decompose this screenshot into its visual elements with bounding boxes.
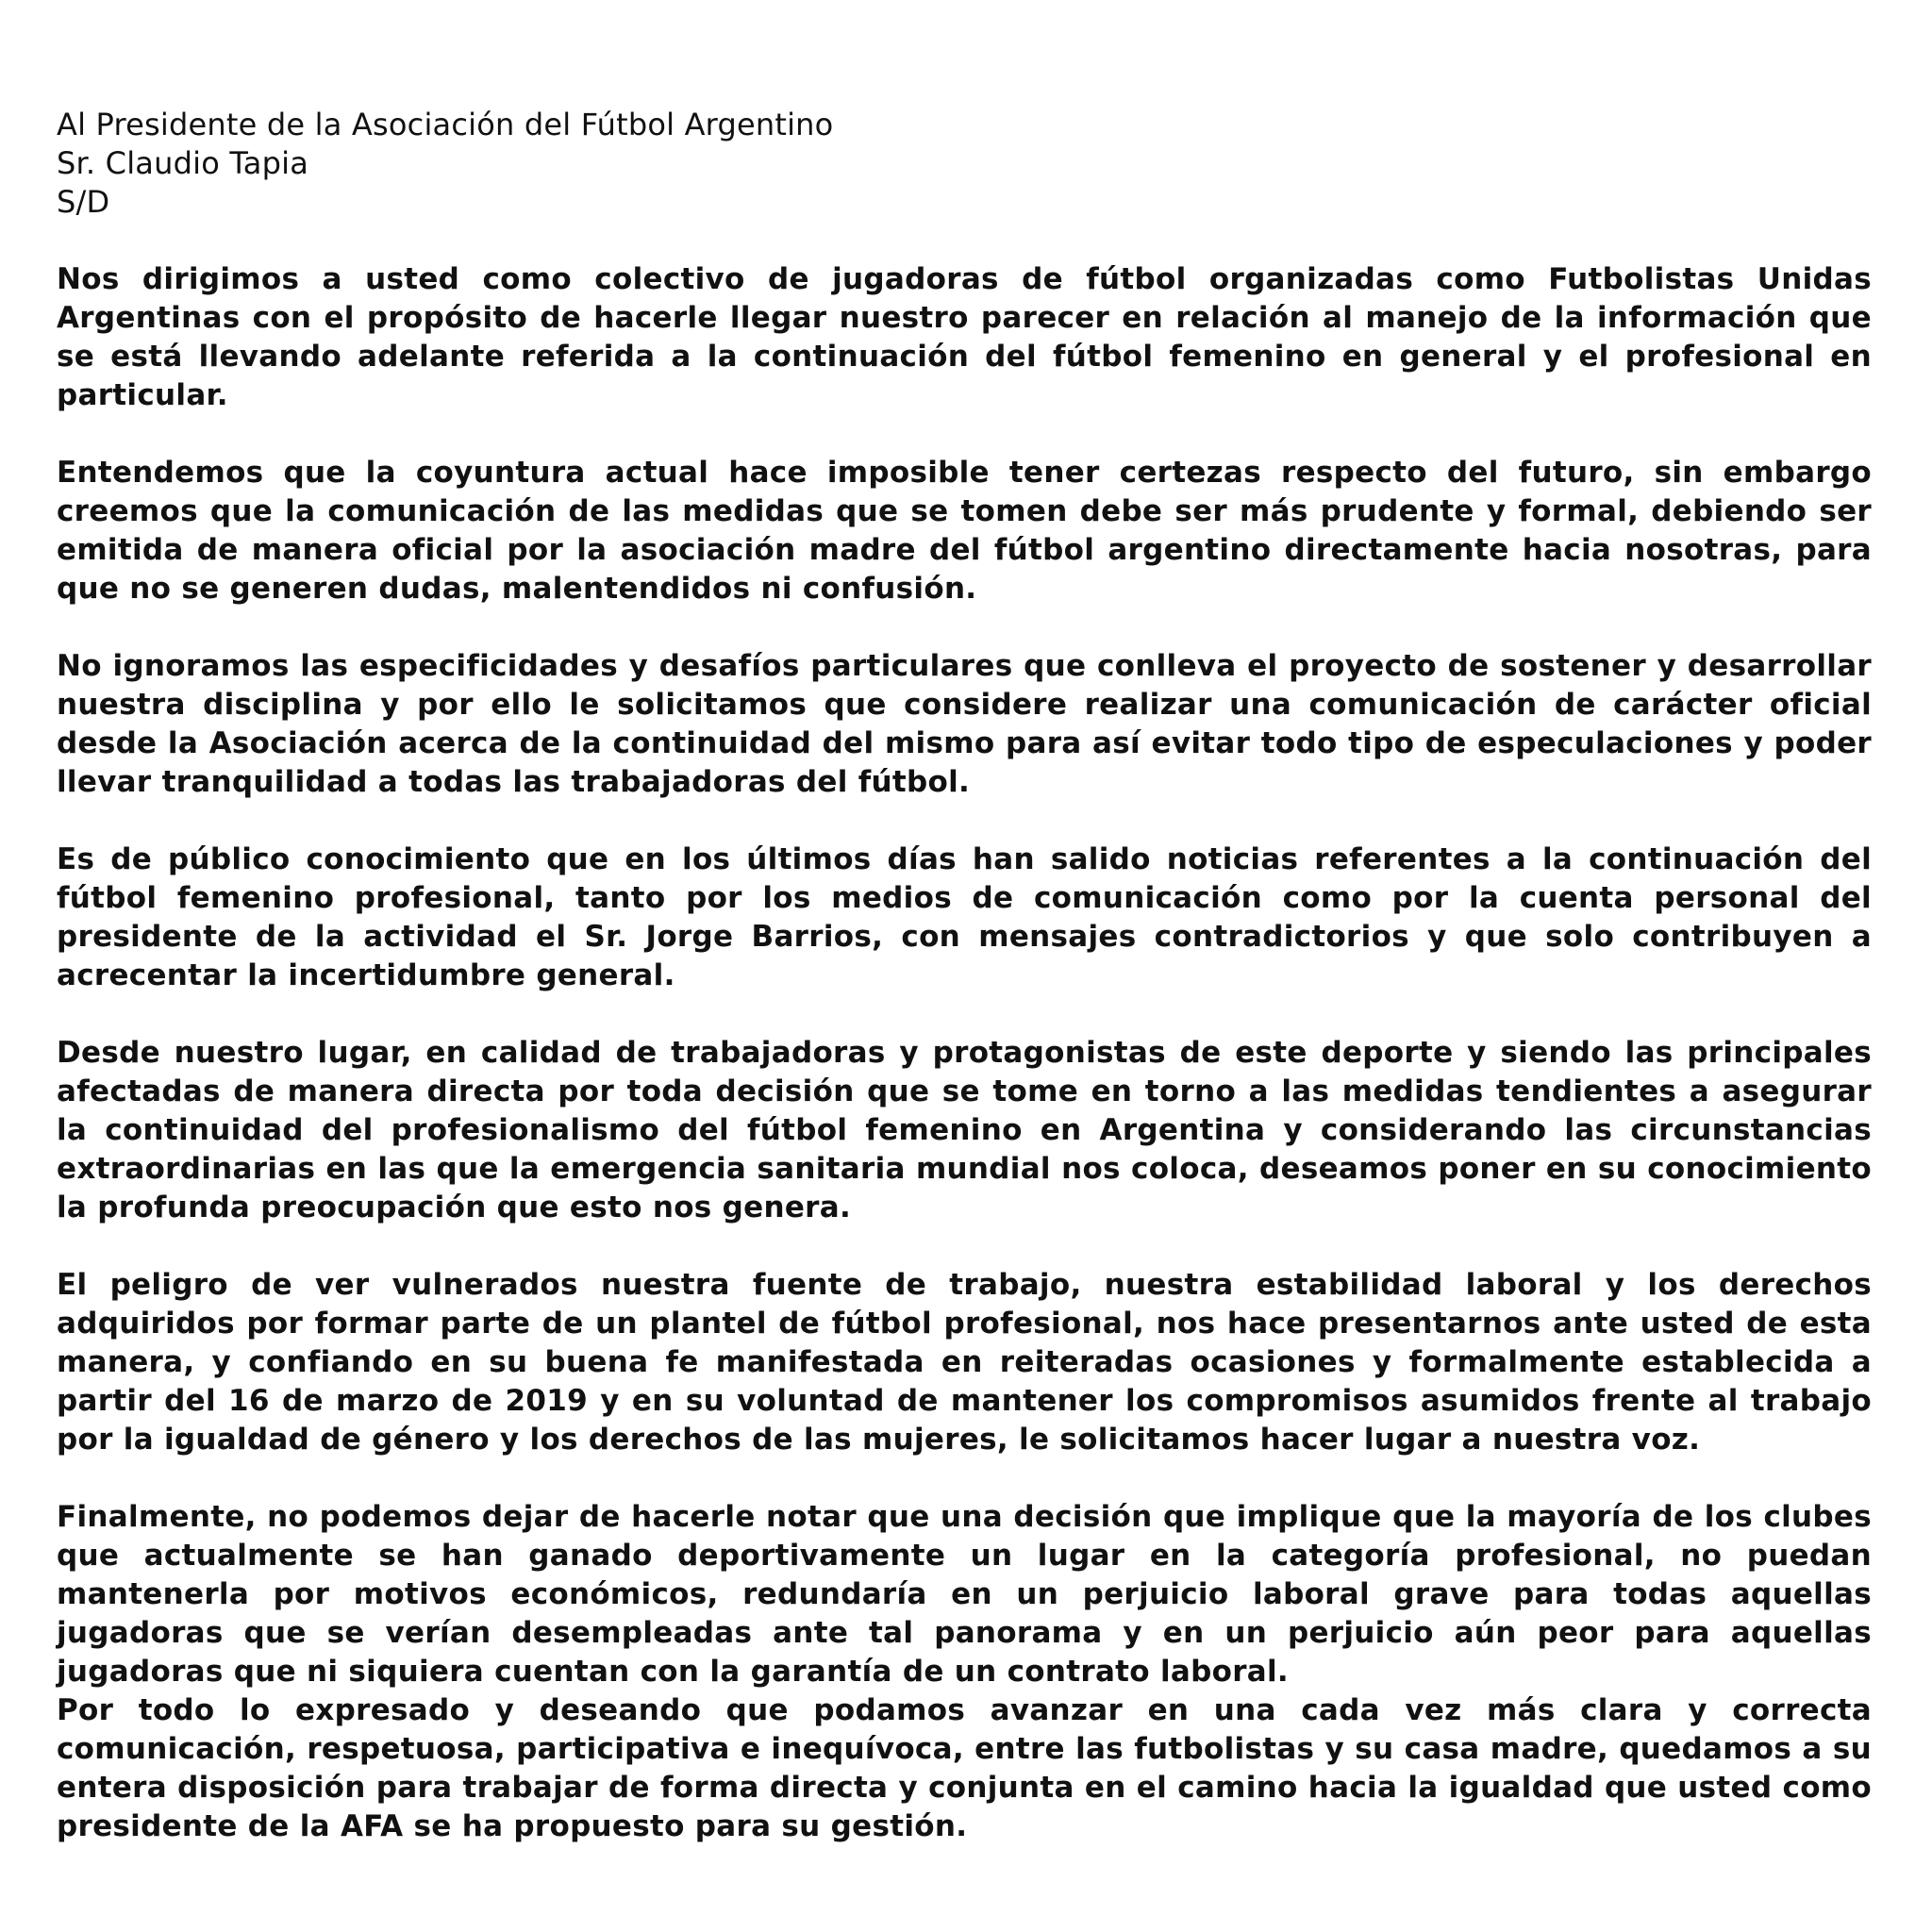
paragraph-3: No ignoramos las especificidades y desafíos particulares que conlleva el proyecto de sostener y desarrollar nuestra disciplina y por ello le solicitamos que considere realizar una comunicación de carácter oficial desde la Asociación acerca de la continuidad del mismo para así evitar todo tipo de especulaciones y poder llevar tranquilidad a todas las trabajadoras del fútbol.: [57, 649, 1872, 799]
paragraph-1: Nos dirigimos a usted como colectivo de jugadoras de fútbol organizadas como Futbolistas Unidas Argentinas con el propósito de hacerle llegar nuestro parecer en relación al manejo de la información que se está llevando adelante referida a la continuación del fútbol femenino en general y el profesional en particular.: [57, 262, 1872, 412]
recipient-line-sd: S/D: [57, 184, 110, 220]
recipient-line-name: Sr. Claudio Tapia: [57, 145, 309, 181]
paragraph-2: Entendemos que la coyuntura actual hace imposible tener certezas respecto del futuro, sin embargo creemos que la comunicación de las medidas que se tomen debe ser más prudente y formal, debiendo ser emitida de manera oficial por la asociación madre del fútbol argentino directamente hacia nosotras, para que no se generen dudas, malentendidos ni confusión.: [57, 456, 1872, 606]
recipient-block: [57, 106, 1872, 222]
paragraph-6: El peligro de ver vulnerados nuestra fuente de trabajo, nuestra estabilidad laboral y los derechos adquiridos por formar parte de un plantel de fútbol profesional, nos hace presentarnos ante usted de esta manera, y confiando en su buena fe manifestada en reiteradas ocasiones y formalmente establecida a partir del 16 de marzo de 2019 y en su voluntad de mantener los compromisos asumidos frente al trabajo por la igualdad de género y los derechos de las mujeres, le solicitamos hacer lugar a nuestra voz.: [57, 1268, 1872, 1457]
paragraph-4: Es de público conocimiento que en los últimos días han salido noticias referentes a la continuación del fútbol femenino profesional, tanto por los medios de comunicación como por la cuenta personal del presidente de la actividad el Sr. Jorge Barrios, con mensajes contradictorios y que solo contribuyen a acrecentar la incertidumbre general.: [57, 842, 1872, 992]
paragraph-8: Por todo lo expresado y deseando que podamos avanzar en una cada vez más clara y correcta comunicación, respetuosa, participativa e inequívoca, entre las futbolistas y su casa madre, quedamos a su entera disposición para trabajar de forma directa y conjunta en el camino hacia la igualdad que usted como presidente de la AFA se ha propuesto para su gestión.: [57, 1693, 1872, 1843]
recipient-line-title: Al Presidente de la Asociación del Fútbol Argentino: [57, 107, 834, 142]
paragraph-7: Finalmente, no podemos dejar de hacerle notar que una decisión que implique que la mayoría de los clubes que actualmente se han ganado deportivamente un lugar en la categoría profesional, no puedan mantenerla por motivos económicos, redundaría en un perjuicio laboral grave para todas aquellas jugadoras que se verían desempleadas ante tal panorama y en un perjuicio aún peor para aquellas jugadoras que ni siquiera cuentan con la garantía de un contrato laboral.: [57, 1500, 1872, 1689]
letter: [57, 106, 1872, 1885]
paragraph-5: Desde nuestro lugar, en calidad de trabajadoras y protagonistas de este deporte y siendo las principales afectadas de manera directa por toda decisión que se tome en torno a las medidas tendientes a asegurar la continuidad del profesionalismo del fútbol femenino en Argentina y considerando las circunstancias extraordinarias en las que la emergencia sanitaria mundial nos coloca, deseamos poner en su conocimiento la profunda preocupación que esto nos genera.: [57, 1036, 1872, 1224]
